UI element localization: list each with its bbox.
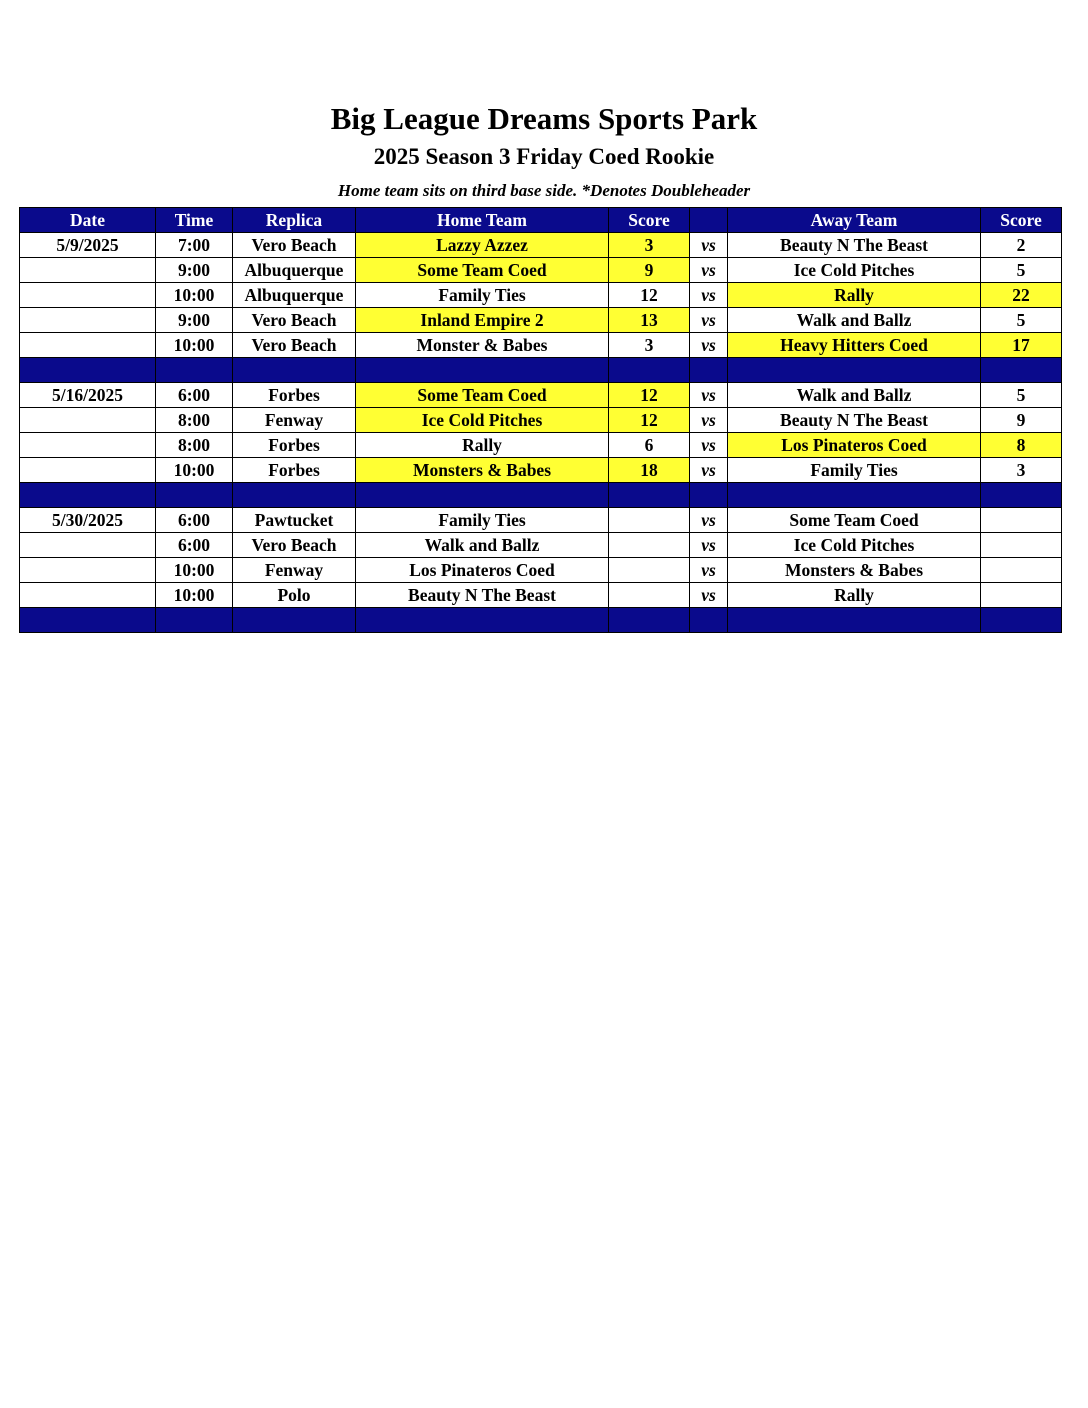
away-score-cell: 2 bbox=[981, 233, 1062, 258]
separator-cell bbox=[233, 608, 356, 633]
separator-cell bbox=[728, 483, 981, 508]
home-team-cell: Family Ties bbox=[356, 508, 609, 533]
home-team-cell: Beauty N The Beast bbox=[356, 583, 609, 608]
replica-cell: Forbes bbox=[233, 458, 356, 483]
home-team-cell: Some Team Coed bbox=[356, 383, 609, 408]
home-score-cell bbox=[609, 583, 690, 608]
col-header-home-score: Score bbox=[609, 208, 690, 233]
time-cell: 9:00 bbox=[156, 308, 233, 333]
separator-cell bbox=[609, 358, 690, 383]
vs-cell: vs bbox=[690, 508, 728, 533]
away-score-cell: 17 bbox=[981, 333, 1062, 358]
home-score-cell: 12 bbox=[609, 283, 690, 308]
separator-cell bbox=[609, 608, 690, 633]
home-score-cell: 3 bbox=[609, 233, 690, 258]
time-cell: 10:00 bbox=[156, 283, 233, 308]
away-score-cell bbox=[981, 508, 1062, 533]
vs-cell: vs bbox=[690, 458, 728, 483]
home-team-cell: Ice Cold Pitches bbox=[356, 408, 609, 433]
vs-cell: vs bbox=[690, 533, 728, 558]
separator-cell bbox=[981, 358, 1062, 383]
away-score-cell: 5 bbox=[981, 383, 1062, 408]
separator-row bbox=[20, 608, 1062, 633]
schedule-table bbox=[19, 207, 1062, 633]
date-cell bbox=[20, 408, 156, 433]
page-subtitle: 2025 Season 3 Friday Coed Rookie bbox=[373, 144, 715, 169]
separator-cell bbox=[356, 358, 609, 383]
col-header-away-score: Score bbox=[981, 208, 1062, 233]
home-team-cell: Some Team Coed bbox=[356, 258, 609, 283]
away-team-cell: Monsters & Babes bbox=[728, 558, 981, 583]
away-score-cell: 9 bbox=[981, 408, 1062, 433]
replica-cell: Forbes bbox=[233, 383, 356, 408]
table-row bbox=[20, 408, 1062, 433]
separator-row bbox=[20, 358, 1062, 383]
date-cell bbox=[20, 433, 156, 458]
away-team-cell: Walk and Ballz bbox=[728, 308, 981, 333]
vs-cell: vs bbox=[690, 383, 728, 408]
home-team-cell: Rally bbox=[356, 433, 609, 458]
replica-cell: Vero Beach bbox=[233, 333, 356, 358]
separator-cell bbox=[233, 358, 356, 383]
date-cell: 5/16/2025 bbox=[20, 383, 156, 408]
away-team-cell: Family Ties bbox=[728, 458, 981, 483]
schedule-body bbox=[20, 233, 1062, 633]
away-team-cell: Beauty N The Beast bbox=[728, 233, 981, 258]
separator-cell bbox=[233, 483, 356, 508]
vs-cell: vs bbox=[690, 583, 728, 608]
separator-cell bbox=[728, 358, 981, 383]
date-cell bbox=[20, 533, 156, 558]
schedule-note: Home team sits on third base side. *Denotes Doubleheader bbox=[337, 181, 751, 200]
time-cell: 6:00 bbox=[156, 533, 233, 558]
away-team-cell: Beauty N The Beast bbox=[728, 408, 981, 433]
home-score-cell: 12 bbox=[609, 383, 690, 408]
separator-cell bbox=[156, 608, 233, 633]
separator-cell bbox=[156, 483, 233, 508]
col-header-date: Date bbox=[20, 208, 156, 233]
table-row bbox=[20, 233, 1062, 258]
date-cell bbox=[20, 308, 156, 333]
table-row bbox=[20, 383, 1062, 408]
separator-cell bbox=[356, 608, 609, 633]
away-team-cell: Los Pinateros Coed bbox=[728, 433, 981, 458]
separator-cell bbox=[728, 608, 981, 633]
home-score-cell: 12 bbox=[609, 408, 690, 433]
replica-cell: Fenway bbox=[233, 408, 356, 433]
table-row bbox=[20, 558, 1062, 583]
time-cell: 10:00 bbox=[156, 558, 233, 583]
vs-cell: vs bbox=[690, 233, 728, 258]
date-cell bbox=[20, 333, 156, 358]
time-cell: 8:00 bbox=[156, 433, 233, 458]
time-cell: 10:00 bbox=[156, 583, 233, 608]
col-header-time: Time bbox=[156, 208, 233, 233]
page-title: Big League Dreams Sports Park bbox=[330, 101, 758, 136]
home-team-cell: Monster & Babes bbox=[356, 333, 609, 358]
vs-cell: vs bbox=[690, 558, 728, 583]
separator-cell bbox=[981, 608, 1062, 633]
away-score-cell: 22 bbox=[981, 283, 1062, 308]
away-score-cell bbox=[981, 533, 1062, 558]
separator-cell bbox=[20, 608, 156, 633]
away-team-cell: Ice Cold Pitches bbox=[728, 258, 981, 283]
home-score-cell: 9 bbox=[609, 258, 690, 283]
date-cell: 5/30/2025 bbox=[20, 508, 156, 533]
time-cell: 6:00 bbox=[156, 508, 233, 533]
replica-cell: Vero Beach bbox=[233, 533, 356, 558]
table-row bbox=[20, 258, 1062, 283]
time-cell: 9:00 bbox=[156, 258, 233, 283]
time-cell: 10:00 bbox=[156, 333, 233, 358]
home-score-cell bbox=[609, 533, 690, 558]
away-score-cell bbox=[981, 558, 1062, 583]
home-team-cell: Inland Empire 2 bbox=[356, 308, 609, 333]
vs-cell: vs bbox=[690, 433, 728, 458]
away-score-cell bbox=[981, 583, 1062, 608]
home-team-cell: Monsters & Babes bbox=[356, 458, 609, 483]
separator-cell bbox=[690, 483, 728, 508]
away-team-cell: Walk and Ballz bbox=[728, 383, 981, 408]
table-row bbox=[20, 458, 1062, 483]
time-cell: 6:00 bbox=[156, 383, 233, 408]
table-row bbox=[20, 308, 1062, 333]
away-team-cell: Heavy Hitters Coed bbox=[728, 333, 981, 358]
home-score-cell bbox=[609, 508, 690, 533]
replica-cell: Vero Beach bbox=[233, 233, 356, 258]
col-header-home-team: Home Team bbox=[356, 208, 609, 233]
replica-cell: Polo bbox=[233, 583, 356, 608]
date-cell bbox=[20, 583, 156, 608]
date-cell: 5/9/2025 bbox=[20, 233, 156, 258]
vs-cell: vs bbox=[690, 408, 728, 433]
away-score-cell: 8 bbox=[981, 433, 1062, 458]
date-cell bbox=[20, 283, 156, 308]
replica-cell: Vero Beach bbox=[233, 308, 356, 333]
date-cell bbox=[20, 558, 156, 583]
separator-cell bbox=[690, 358, 728, 383]
time-cell: 10:00 bbox=[156, 458, 233, 483]
separator-cell bbox=[20, 358, 156, 383]
table-row bbox=[20, 583, 1062, 608]
away-team-cell: Some Team Coed bbox=[728, 508, 981, 533]
separator-cell bbox=[20, 483, 156, 508]
away-score-cell: 5 bbox=[981, 258, 1062, 283]
date-cell bbox=[20, 258, 156, 283]
replica-cell: Albuquerque bbox=[233, 283, 356, 308]
separator-row bbox=[20, 483, 1062, 508]
vs-cell: vs bbox=[690, 333, 728, 358]
away-score-cell: 3 bbox=[981, 458, 1062, 483]
separator-cell bbox=[609, 483, 690, 508]
separator-cell bbox=[981, 483, 1062, 508]
home-team-cell: Lazzy Azzez bbox=[356, 233, 609, 258]
col-header-vs bbox=[690, 208, 728, 233]
table-row bbox=[20, 283, 1062, 308]
table-header-row bbox=[20, 208, 1062, 233]
time-cell: 7:00 bbox=[156, 233, 233, 258]
separator-cell bbox=[690, 608, 728, 633]
date-cell bbox=[20, 458, 156, 483]
table-row bbox=[20, 333, 1062, 358]
home-team-cell: Walk and Ballz bbox=[356, 533, 609, 558]
vs-cell: vs bbox=[690, 308, 728, 333]
away-team-cell: Rally bbox=[728, 283, 981, 308]
away-team-cell: Rally bbox=[728, 583, 981, 608]
col-header-replica: Replica bbox=[233, 208, 356, 233]
home-score-cell: 18 bbox=[609, 458, 690, 483]
replica-cell: Pawtucket bbox=[233, 508, 356, 533]
replica-cell: Forbes bbox=[233, 433, 356, 458]
col-header-away-team: Away Team bbox=[728, 208, 981, 233]
table-row bbox=[20, 533, 1062, 558]
separator-cell bbox=[356, 483, 609, 508]
replica-cell: Albuquerque bbox=[233, 258, 356, 283]
away-team-cell: Ice Cold Pitches bbox=[728, 533, 981, 558]
time-cell: 8:00 bbox=[156, 408, 233, 433]
separator-cell bbox=[156, 358, 233, 383]
home-team-cell: Los Pinateros Coed bbox=[356, 558, 609, 583]
home-score-cell: 3 bbox=[609, 333, 690, 358]
vs-cell: vs bbox=[690, 258, 728, 283]
home-score-cell: 13 bbox=[609, 308, 690, 333]
vs-cell: vs bbox=[690, 283, 728, 308]
home-score-cell bbox=[609, 558, 690, 583]
replica-cell: Fenway bbox=[233, 558, 356, 583]
home-score-cell: 6 bbox=[609, 433, 690, 458]
away-score-cell: 5 bbox=[981, 308, 1062, 333]
table-row bbox=[20, 508, 1062, 533]
home-team-cell: Family Ties bbox=[356, 283, 609, 308]
table-row bbox=[20, 433, 1062, 458]
